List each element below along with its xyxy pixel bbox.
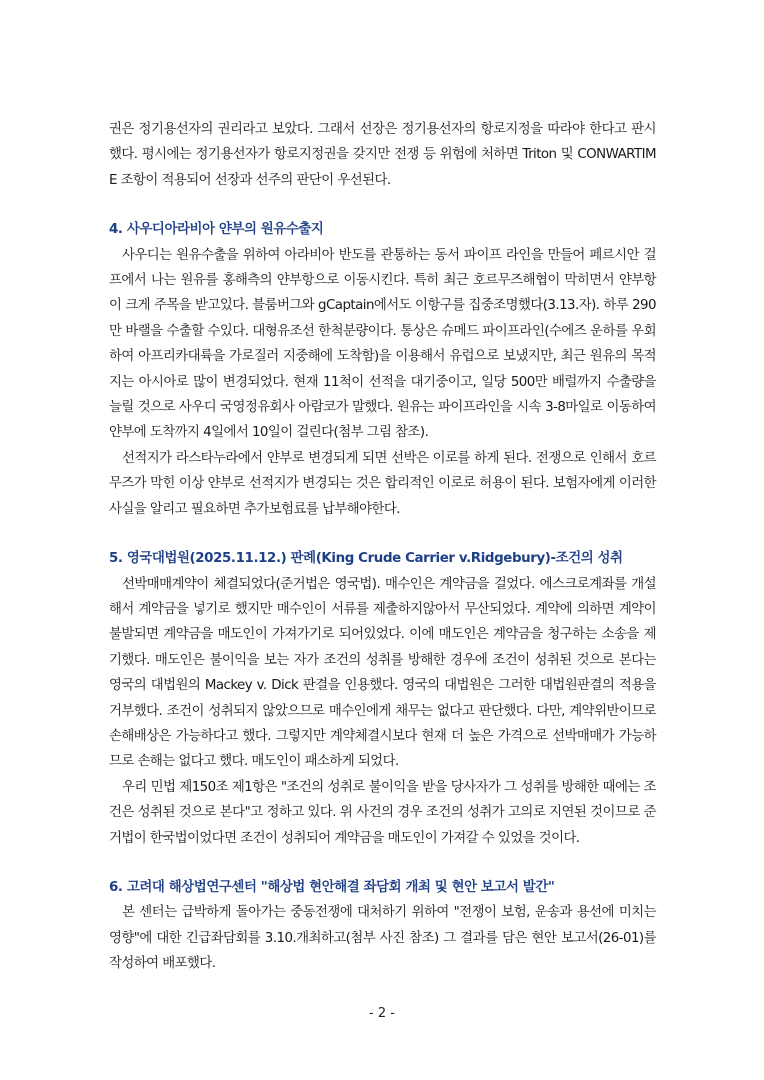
page-number: - 2 - [369, 1006, 395, 1021]
section-uk-supreme-court [109, 546, 656, 851]
intro-paragraph: 권은 정기용선자의 권리라고 보았다. 그래서 선장은 정기용선자의 항로지정을 따라야 한다고 판시했다. 평시에는 정기용선자가 항로지정권을 갖지만 전쟁 등 위험에 처하면 Triton 및 CONWARTIME 조항이 적용되어 선장과 선주의 판단이 우선된다. [109, 122, 656, 188]
section-gap [109, 522, 656, 546]
body-paragraph: 사우디는 원유수출을 위하여 아라비아 반도를 관통하는 동서 파이프 라인을 만들어 페르시안 걸프에서 나는 원유를 홍해측의 얀부항으로 이동시킨다. 특히 최근 호르무즈해협이 막히면서 얀부항이 크게 주목을 받고있다. 블룸버그와 gCaptain에서도 이항구를 집중조명했다(3.13.자). 하루 290만 바랠을 수출할 수있다. 대형유조선 한척분량이다. 통상은 슈메드 파이프라인(수에즈 운하를 우회하여 아프리카대륙을 가로질러 지중해에 도착함)을 이용해서 유럽으로 보냈지만, 최근 원유의 목적지는 아시아로 많이 변경되었다. 현재 11척이 선적을 대기중이고, 일당 500만 배럴까지 수출량을 늘릴 것으로 사우디 국영정유회사 아람코가 말했다. 원유는 파이프라인을 시속 3-8마일로 이동하여 얀부에 도착까지 4일에서 10일이 걸린다(첨부 그림 참조). [109, 247, 656, 441]
document-body [109, 117, 656, 977]
section-saudi-yanbu [109, 217, 656, 522]
section-korea-univ-center [109, 875, 656, 977]
section-heading: 5. 영국대법원(2025.11.12.) 판례(King Crude Carrier v.Ridgebury)-조건의 성취 [109, 551, 623, 567]
body-paragraph: 선박매매계약이 체결되었다(준거법은 영국법). 매수인은 계약금을 걸었다. 에스크로계좌를 개설해서 계약금을 넣기로 했지만 매수인이 서류를 제출하지않아서 무산되었다. 계약에 의하면 계약이 불발되면 계약금을 매도인이 가져가기로 되어있었다. 이에 매도인은 계약금을 청구하는 소송을 제기했다. 매도인은 불이익을 보는 자가 조건의 성취를 방해한 경우에 조건이 성취된 것으로 본다는 영국의 대법원의 Mackey v. Dick 판결을 인용했다. 영국의 대법원은 그러한 대법원판결의 적용을 거부했다. 조건이 성취되지 않았으므로 매수인에게 채무는 없다고 판단했다. 다만, 계약위반이므로 손해배상은 가능하다고 했다. 그렇지만 계약체결시보다 현재 더 높은 가격으로 선박매매가 가능하므로 손해는 없다고 했다. 매도인이 패소하게 되었다. [109, 576, 656, 770]
section-heading: 6. 고려대 해상법연구센터 "해상법 현안해결 좌담회 개최 및 현안 보고서 발간" [109, 879, 555, 895]
body-paragraph: 선적지가 라스타누라에서 얀부로 변경되게 되면 선박은 이로를 하게 된다. 전쟁으로 인해서 호르무즈가 막힌 이상 얀부로 선적지가 변경되는 것은 합리적인 이로로 허용이 된다. 보험자에게 이러한 사실을 알리고 필요하면 추가보험료를 납부해야한다. [109, 450, 656, 517]
section-gap [109, 193, 656, 217]
body-paragraph: 우리 민법 제150조 제1항은 "조건의 성취로 불이익을 받을 당사자가 그 성취를 방해한 때에는 조건은 성취된 것으로 본다"고 정하고 있다. 위 사건의 경우 조건의 성취가 고의로 지연된 것이므로 준거법이 한국법이었다면 조건이 성취되어 계약금을 매도인이 가져갈 수 있었을 것이다. [109, 779, 656, 846]
body-paragraph: 본 센터는 급박하게 돌아가는 중동전쟁에 대처하기 위하여 "전쟁이 보험, 운송과 용선에 미치는 영향"에 대한 긴급좌담회를 3.10.개최하고(첨부 사진 참조) 그 결과를 담은 현안 보고서(26-01)를 작성하여 배포했다. [109, 905, 656, 972]
section-heading: 4. 사우디아라비아 얀부의 원유수출지 [109, 222, 324, 238]
section-gap [109, 851, 656, 875]
